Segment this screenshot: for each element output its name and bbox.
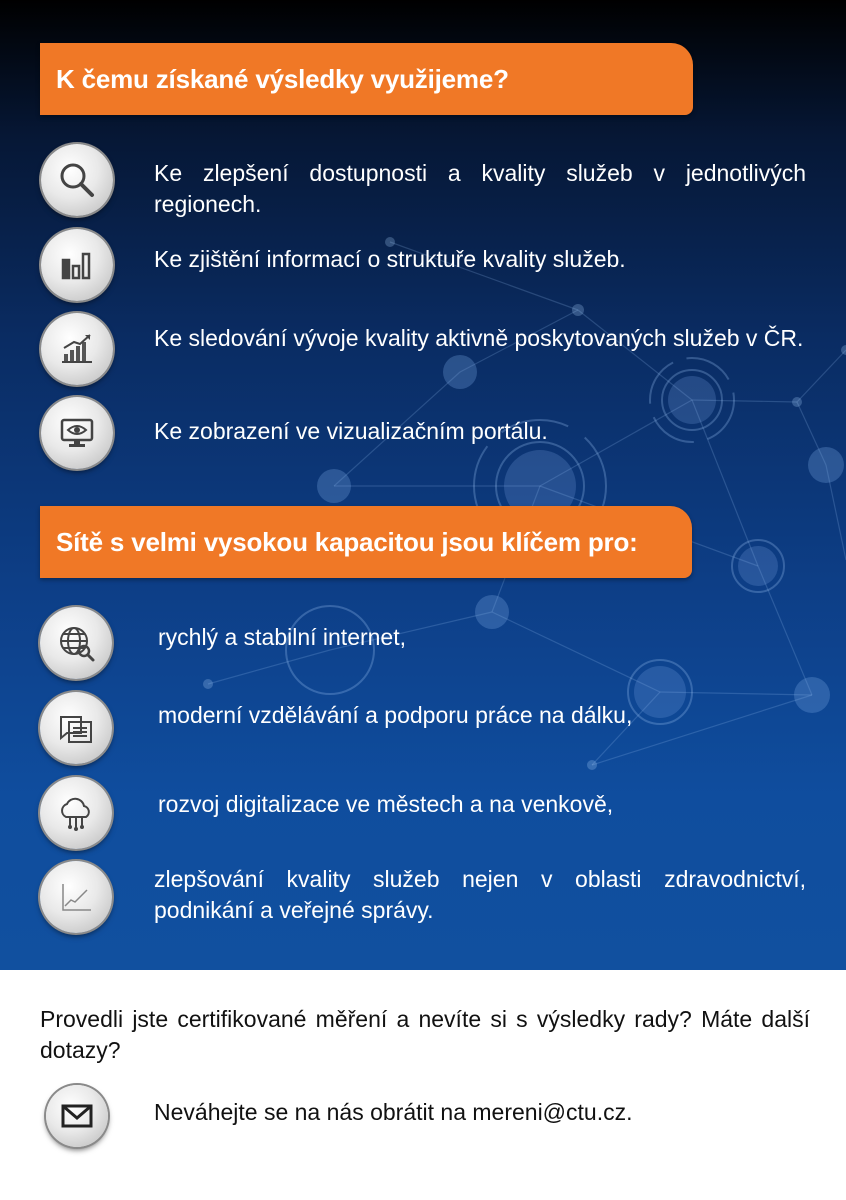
cloud-network-icon	[40, 777, 112, 849]
section1-heading-banner	[40, 43, 693, 115]
envelope-icon[interactable]	[46, 1085, 108, 1147]
section2-heading-banner	[40, 506, 692, 578]
section2-item-2-text: moderní vzdělávání a podporu práce na dálku,	[158, 702, 633, 728]
monitor-eye-icon	[41, 397, 113, 469]
line-chart-icon	[40, 861, 112, 933]
section1-heading: K čemu získané výsledky využijeme?	[56, 63, 509, 94]
growth-chart-icon	[41, 313, 113, 385]
chat-document-icon	[40, 692, 112, 764]
section2-item-1-text: rychlý a stabilní internet,	[158, 624, 407, 650]
magnifier-icon	[41, 144, 113, 216]
footer-question: Provedli jste certifikované měření a nevíte si s výsledky rady? Máte další dotazy?	[40, 1006, 810, 1063]
section2-item-3-text: rozvoj digitalizace ve městech a na venkově,	[158, 791, 614, 817]
globe-search-icon	[40, 607, 112, 679]
bar-chart-icon	[41, 229, 113, 301]
section1-item-2-text: Ke zjištění informací o struktuře kvality služeb.	[154, 246, 626, 272]
section1-item-4-text: Ke zobrazení ve vizualizačním portálu.	[154, 418, 548, 444]
section1-item-1-text: Ke zlepšení dostupnosti a kvality služeb v jednotlivých regionech.	[154, 160, 806, 217]
section2-heading: Sítě s velmi vysokou kapacitou jsou klíčem pro:	[56, 526, 638, 557]
section2-item-4-text: zlepšování kvality služeb nejen v oblasti zdravodnictví, podnikání a veřejné správy.	[154, 866, 806, 923]
section1-item-3-text: Ke sledování vývoje kvality aktivně poskytovaných služeb v ČR.	[154, 325, 804, 351]
contact-text: Neváhejte se na nás obrátit na mereni@ctu.cz.	[154, 1099, 633, 1125]
